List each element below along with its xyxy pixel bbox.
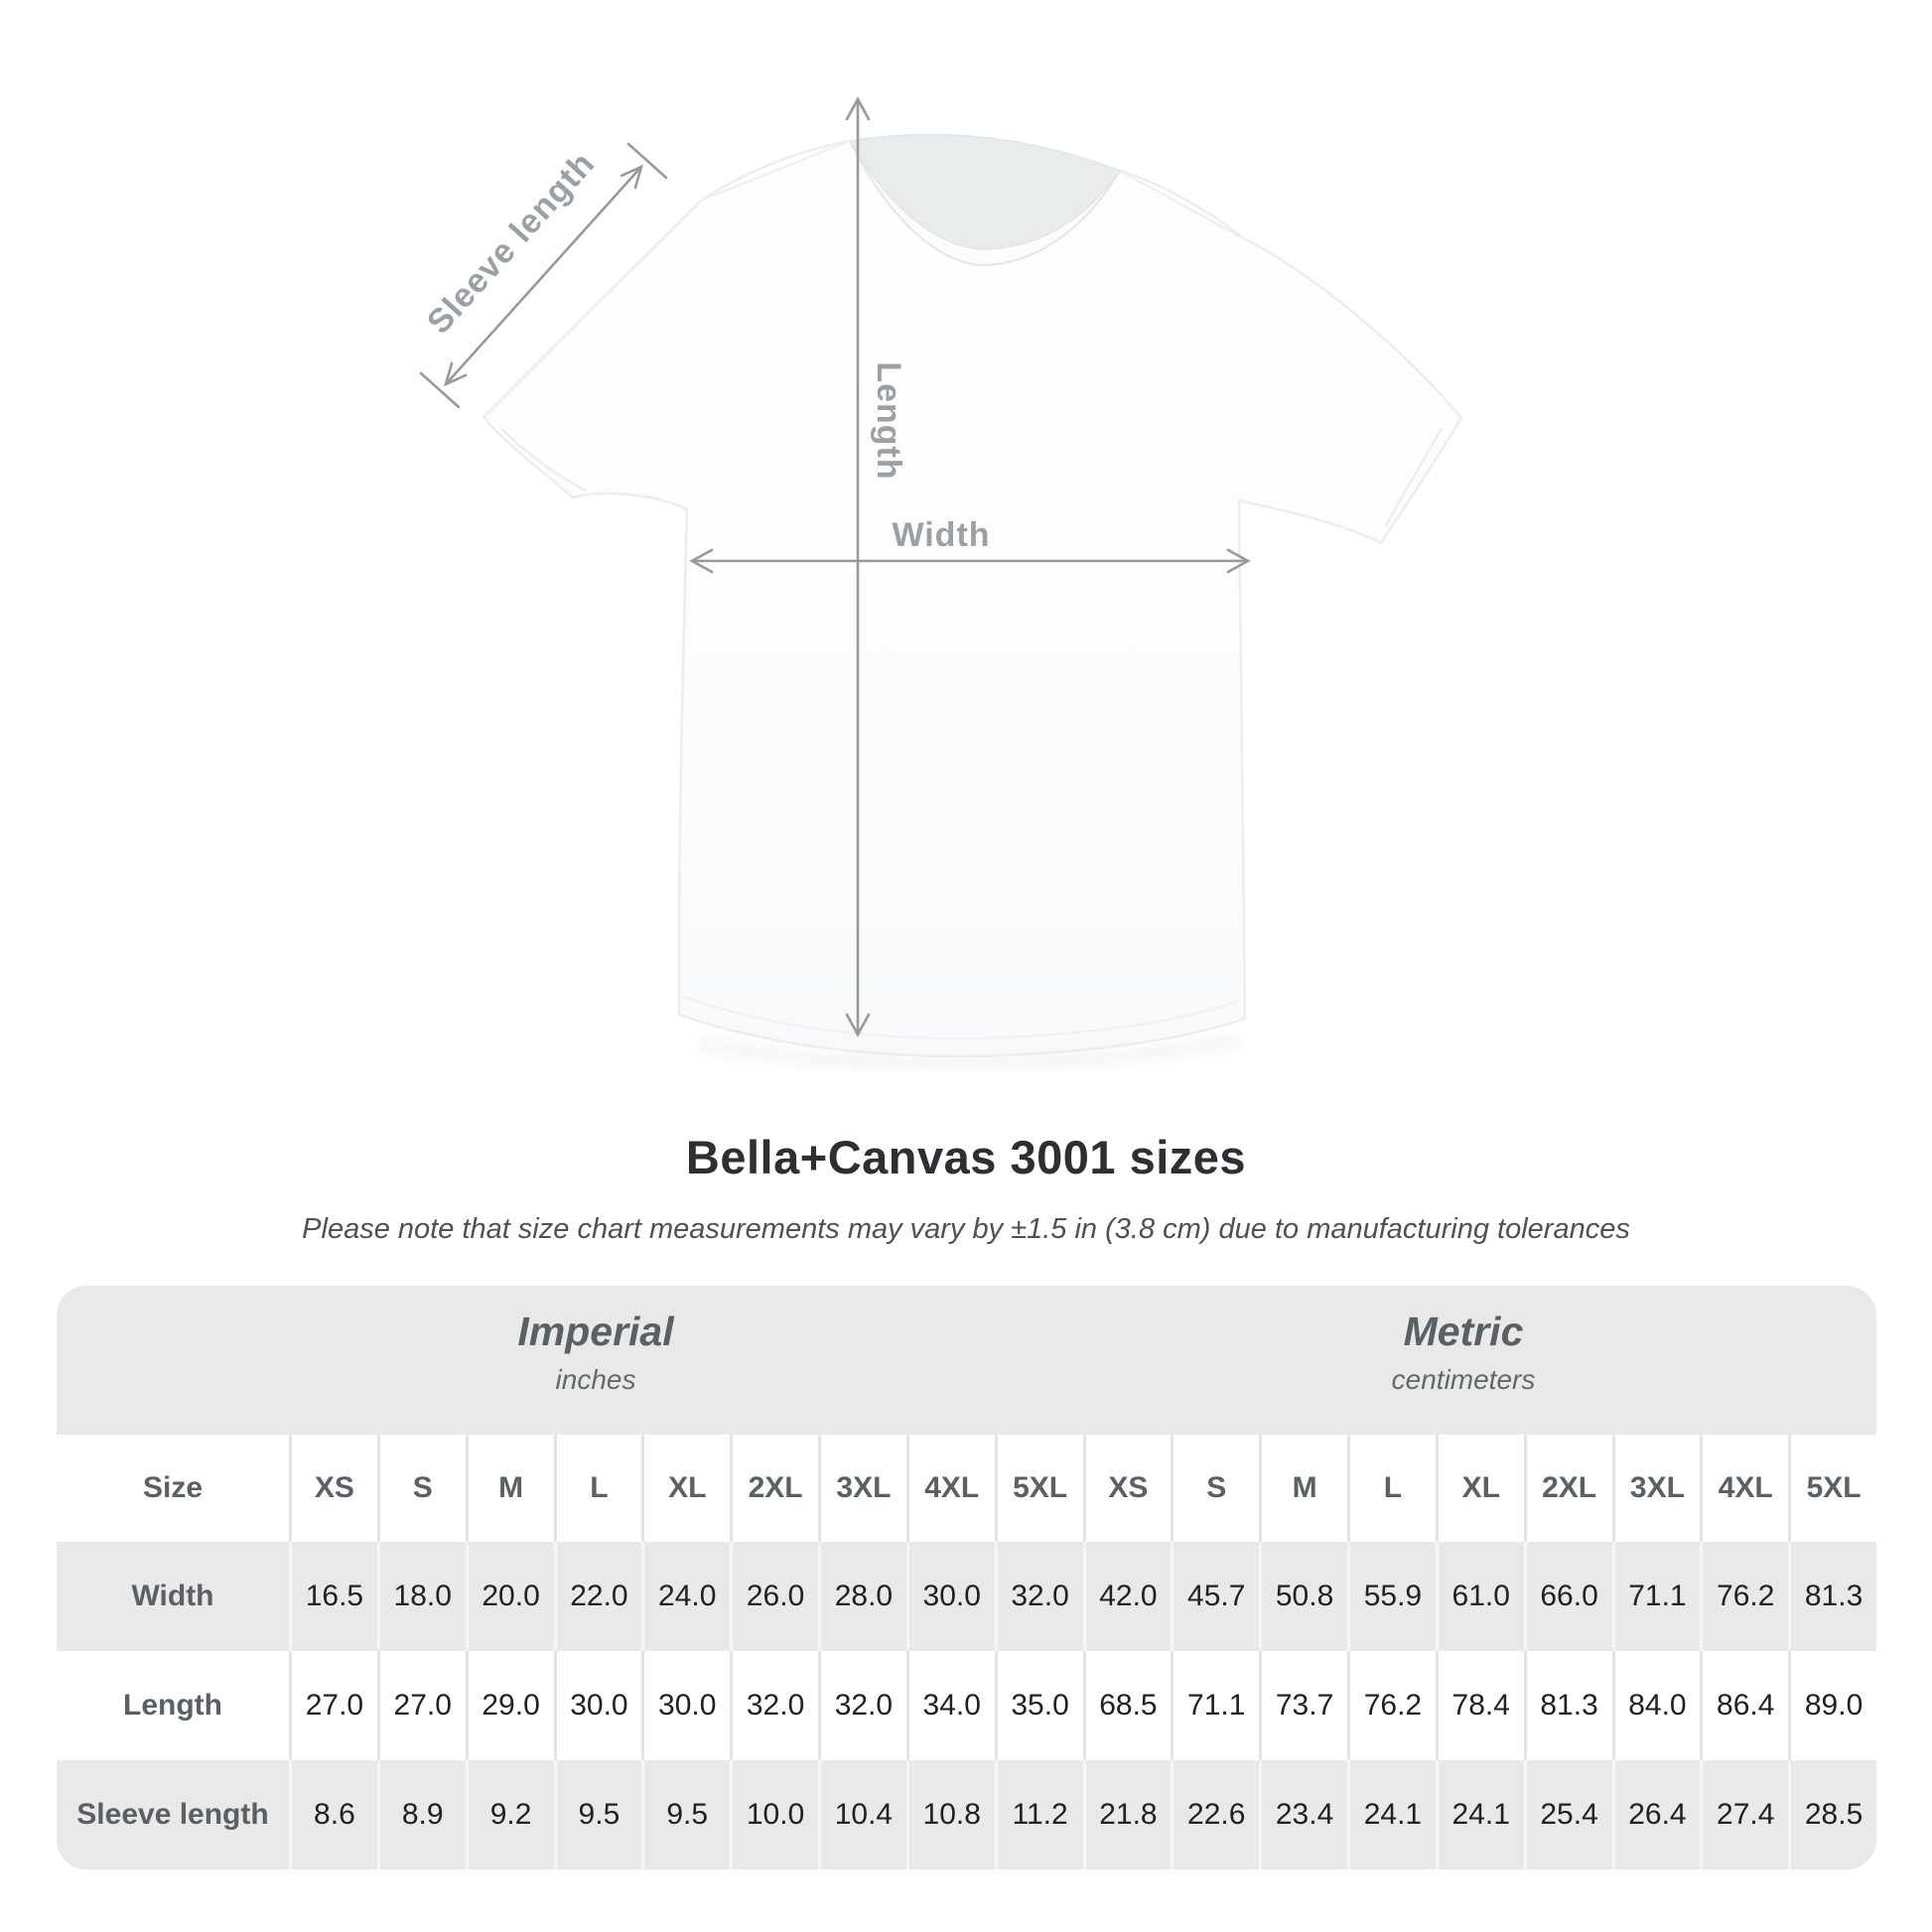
value-cell-text: 25.4 [1540,1798,1598,1831]
sleeve-length-label: Sleeve length [420,144,603,342]
value-cell-text: 11.2 [1012,1798,1068,1831]
value-cell [995,1760,1083,1869]
value-cell [906,1760,995,1869]
value-cell-text: 68.5 [1099,1689,1158,1722]
size-col-header-text: XS [314,1471,354,1504]
value-cell-text: 76.2 [1363,1689,1423,1722]
value-cell-text: 30.0 [658,1689,717,1722]
size-col-header [1436,1435,1524,1542]
value-cell [377,1542,466,1651]
value-cell [1436,1542,1524,1651]
value-cell-text: 32.0 [834,1689,894,1722]
value-cell-text: 22.0 [570,1580,628,1612]
value-cell [554,1542,642,1651]
size-col-header [995,1435,1083,1542]
value-cell-text: 8.9 [401,1798,444,1831]
value-cell [641,1760,730,1869]
size-col-header [289,1435,377,1542]
value-cell [466,1760,554,1869]
value-cell [377,1760,466,1869]
unit-group-name: Metric [1403,1309,1524,1354]
value-cell [1171,1542,1259,1651]
value-cell-text: 89.0 [1804,1689,1863,1722]
value-cell [289,1760,377,1869]
value-cell-text: 81.3 [1804,1580,1863,1612]
size-col-header-text: 4XL [1718,1471,1773,1504]
value-cell-text: 22.6 [1187,1798,1246,1831]
size-col-header-text: 5XL [1013,1471,1068,1504]
width-label: Width [892,516,991,554]
size-col-header-text: 2XL [1542,1471,1597,1504]
value-cell-text: 20.0 [482,1580,540,1612]
size-col-header [466,1435,554,1542]
value-cell [1083,1651,1172,1760]
value-cell [906,1651,995,1760]
value-cell-text: 66.0 [1540,1580,1598,1612]
value-cell-text: 27.4 [1717,1798,1775,1831]
value-cell [377,1651,466,1760]
tshirt-body [483,141,1461,1056]
value-cell [554,1651,642,1760]
value-cell [1171,1760,1259,1869]
size-col-header [1700,1435,1788,1542]
value-cell [641,1651,730,1760]
value-cell-text: 42.0 [1099,1580,1158,1612]
value-cell-text: 50.8 [1275,1580,1334,1612]
value-cell [1083,1542,1172,1651]
value-cell [995,1651,1083,1760]
size-col-header-text: S [1206,1471,1227,1504]
size-col-header-text: XL [1461,1471,1500,1504]
size-col-header-text: L [590,1471,609,1504]
size-col-header [1524,1435,1612,1542]
page-title: Bella+Canvas 3001 sizes [685,1131,1247,1183]
value-cell [1347,1651,1436,1760]
value-cell [1171,1651,1259,1760]
size-col-header [1788,1435,1876,1542]
value-cell-text: 30.0 [922,1580,981,1612]
value-cell [1524,1542,1612,1651]
size-col-header-text: XL [668,1471,707,1504]
value-cell [289,1542,377,1651]
value-cell-text: 86.4 [1717,1689,1775,1722]
value-cell-text: 45.7 [1187,1580,1246,1612]
value-cell-text: 27.0 [305,1689,364,1722]
unit-group-imperial [517,1306,673,1403]
value-cell [906,1542,995,1651]
value-cell [1788,1542,1876,1651]
size-corner-header [57,1435,289,1542]
value-cell-text: 55.9 [1363,1580,1423,1612]
value-cell-text: 81.3 [1540,1689,1598,1722]
unit-group-metric [1392,1306,1536,1403]
value-cell-text: 27.0 [393,1689,452,1722]
size-table-card [57,1286,1876,1869]
value-cell-text: 76.2 [1717,1580,1775,1612]
value-cell [1524,1760,1612,1869]
value-cell [730,1651,818,1760]
value-cell-text: 71.1 [1628,1580,1687,1612]
value-cell [1524,1651,1612,1760]
page-subtitle: Please note that size chart measurements may vary by ±1.5 in (3.8 cm) due to manufacturing tolerances [302,1213,1630,1245]
value-cell [818,1760,906,1869]
value-cell-text: 16.5 [305,1580,364,1612]
value-cell-text: 18.0 [393,1580,452,1612]
value-cell-text: 29.0 [482,1689,540,1722]
size-col-header [377,1435,466,1542]
unit-group-unit: inches [555,1364,636,1395]
value-cell [995,1542,1083,1651]
value-cell [1347,1760,1436,1869]
value-cell-text: 21.8 [1099,1798,1158,1831]
value-cell [1436,1760,1524,1869]
row-label-text: Width [131,1580,214,1612]
size-col-header [818,1435,906,1542]
row-label-text: Length [123,1689,222,1722]
row-label [57,1760,289,1869]
value-cell-text: 26.0 [746,1580,805,1612]
size-col-header [1347,1435,1436,1542]
value-cell-text: 84.0 [1628,1689,1687,1722]
value-cell-text: 61.0 [1451,1580,1510,1612]
value-cell [641,1542,730,1651]
size-col-header [1612,1435,1701,1542]
value-cell-text: 32.0 [746,1689,805,1722]
size-col-header-text: S [412,1471,433,1504]
value-cell-text: 8.6 [314,1798,355,1831]
value-cell [1436,1651,1524,1760]
value-cell [466,1651,554,1760]
value-cell [1700,1651,1788,1760]
size-grid [57,1435,1876,1869]
value-cell-text: 28.5 [1804,1798,1863,1831]
length-label: Length [870,361,907,481]
unit-group-unit: centimeters [1391,1364,1536,1395]
value-cell-text: 34.0 [922,1689,981,1722]
size-col-header-text: 2XL [748,1471,803,1504]
size-col-header-text: M [1292,1471,1317,1504]
value-cell [1083,1760,1172,1869]
unit-group-name: Imperial [517,1309,674,1354]
value-cell [1788,1651,1876,1760]
value-cell [730,1542,818,1651]
value-cell-text: 78.4 [1451,1689,1510,1722]
value-cell [1259,1651,1347,1760]
value-cell-text: 73.7 [1275,1689,1334,1722]
value-cell-text: 71.1 [1187,1689,1246,1722]
unit-groups-row [57,1286,1876,1435]
size-col-header-text: M [498,1471,524,1504]
value-cell [1612,1542,1701,1651]
size-col-header [730,1435,818,1542]
value-cell [1347,1542,1436,1651]
row-label [57,1542,289,1651]
size-col-header [1171,1435,1259,1542]
size-col-header [906,1435,995,1542]
value-cell-text: 9.5 [666,1798,709,1831]
value-cell-text: 9.5 [578,1798,621,1831]
value-cell [1700,1542,1788,1651]
value-cell [289,1651,377,1760]
value-cell [730,1760,818,1869]
value-cell-text: 35.0 [1011,1689,1069,1722]
size-col-header-text: 3XL [1629,1471,1685,1504]
size-col-header-text: 3XL [836,1471,892,1504]
value-cell-text: 9.2 [489,1798,532,1831]
value-cell-text: 26.4 [1628,1798,1687,1831]
value-cell-text: 23.4 [1275,1798,1334,1831]
value-cell-text: 24.1 [1451,1798,1510,1831]
row-label [57,1651,289,1760]
value-cell-text: 24.0 [658,1580,717,1612]
value-cell [1259,1542,1347,1651]
row-label-text: Sleeve length [76,1798,269,1831]
value-cell [554,1760,642,1869]
value-cell [466,1542,554,1651]
size-col-header-text: 5XL [1806,1471,1862,1504]
value-cell-text: 10.4 [834,1798,894,1831]
value-cell [818,1651,906,1760]
size-col-header [1259,1435,1347,1542]
size-col-header [641,1435,730,1542]
size-col-header-text: L [1383,1471,1403,1504]
size-col-header [554,1435,642,1542]
value-cell-text: 32.0 [1011,1580,1069,1612]
size-col-header [1083,1435,1172,1542]
value-cell [1612,1760,1701,1869]
size-col-header-text: XS [1108,1471,1149,1504]
value-cell [1612,1651,1701,1760]
value-cell [1259,1760,1347,1869]
value-cell [818,1542,906,1651]
value-cell-text: 28.0 [834,1580,894,1612]
value-cell-text: 24.1 [1363,1798,1423,1831]
value-cell [1788,1760,1876,1869]
size-col-header-text: 4XL [924,1471,980,1504]
value-cell-text: 30.0 [570,1689,628,1722]
value-cell-text: 10.0 [746,1798,805,1831]
value-cell [1700,1760,1788,1869]
value-cell-text: 10.8 [922,1798,981,1831]
size-corner-header-text: Size [142,1471,204,1504]
